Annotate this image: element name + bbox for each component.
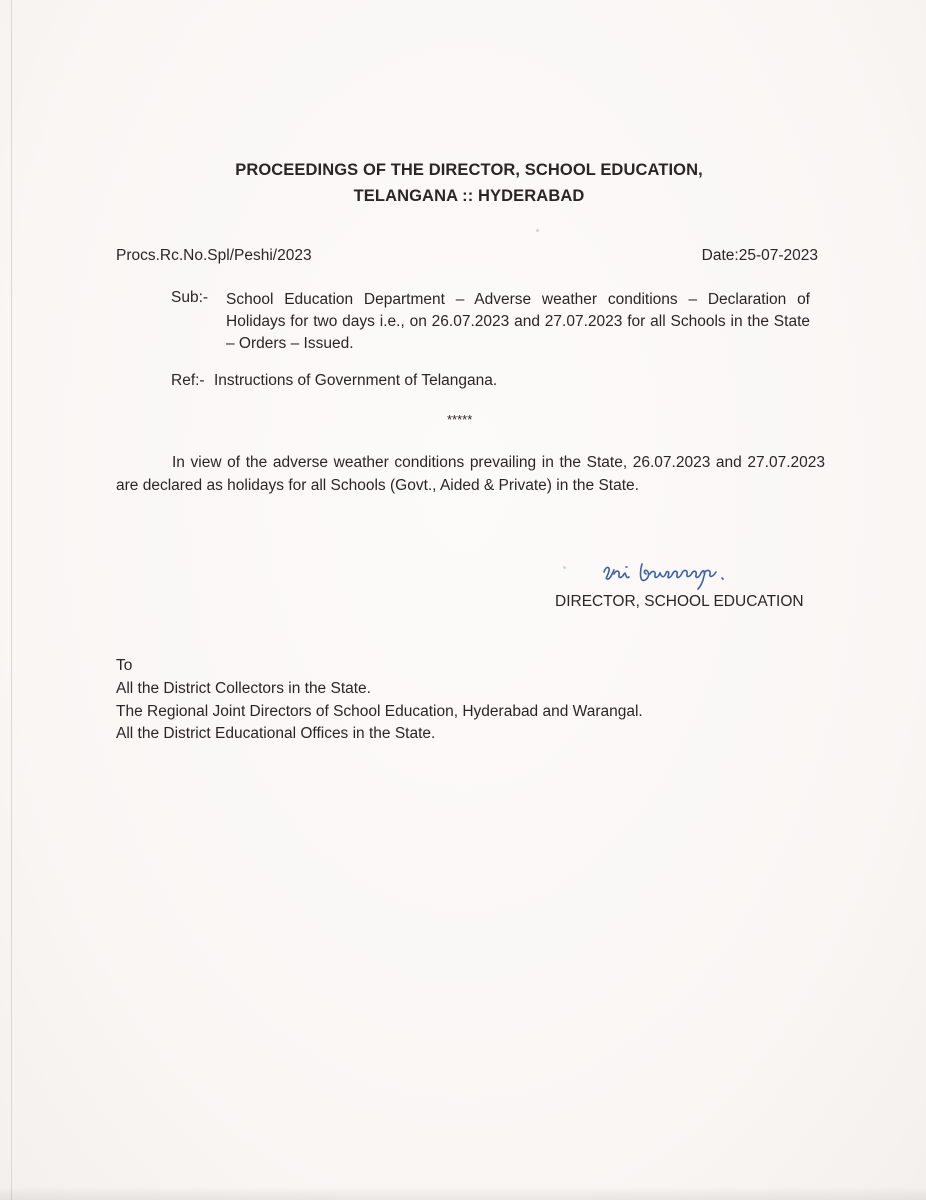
recipient-item: The Regional Joint Directors of School Education, Hyderabad and Warangal. bbox=[116, 702, 643, 720]
proceedings-number: Procs.Rc.No.Spl/Peshi/2023 bbox=[116, 247, 312, 264]
signatory-designation: DIRECTOR, SCHOOL EDUCATION bbox=[555, 593, 804, 610]
document-date: Date:25-07-2023 bbox=[701, 247, 818, 264]
heading-line-1: PROCEEDINGS OF THE DIRECTOR, SCHOOL EDUCATION, bbox=[235, 161, 703, 179]
recipient-item: All the District Educational Offices in the State. bbox=[116, 725, 436, 742]
paper-speck bbox=[563, 566, 566, 569]
order-body-paragraph: In view of the adverse weather conditions prevailing in the State, 26.07.2023 and 27.07.2023 are declared as holidays for all Schools (Govt., Aided & Private) in the State. bbox=[116, 454, 825, 494]
reference-text: Instructions of Government of Telangana. bbox=[214, 372, 498, 389]
section-separator: ***** bbox=[447, 412, 473, 427]
paper-speck bbox=[536, 229, 539, 232]
subject-text: School Education Department – Adverse weather conditions – Declaration of Holidays for two days i.e., on 26.07.2023 and 27.07.2023 for all Schools in the State – Orders – Issued. bbox=[226, 291, 810, 352]
addressee-label: To bbox=[116, 657, 133, 674]
director-signature bbox=[600, 558, 820, 590]
subject-label: Sub:- bbox=[171, 289, 209, 306]
heading-line-2: TELANGANA :: HYDERABAD bbox=[353, 187, 585, 205]
document-heading bbox=[0, 157, 926, 209]
recipient-list bbox=[116, 678, 643, 746]
page-bottom-shadow bbox=[0, 1186, 926, 1200]
recipient-item: All the District Collectors in the State. bbox=[116, 680, 371, 697]
reference-label: Ref:- bbox=[171, 372, 205, 389]
